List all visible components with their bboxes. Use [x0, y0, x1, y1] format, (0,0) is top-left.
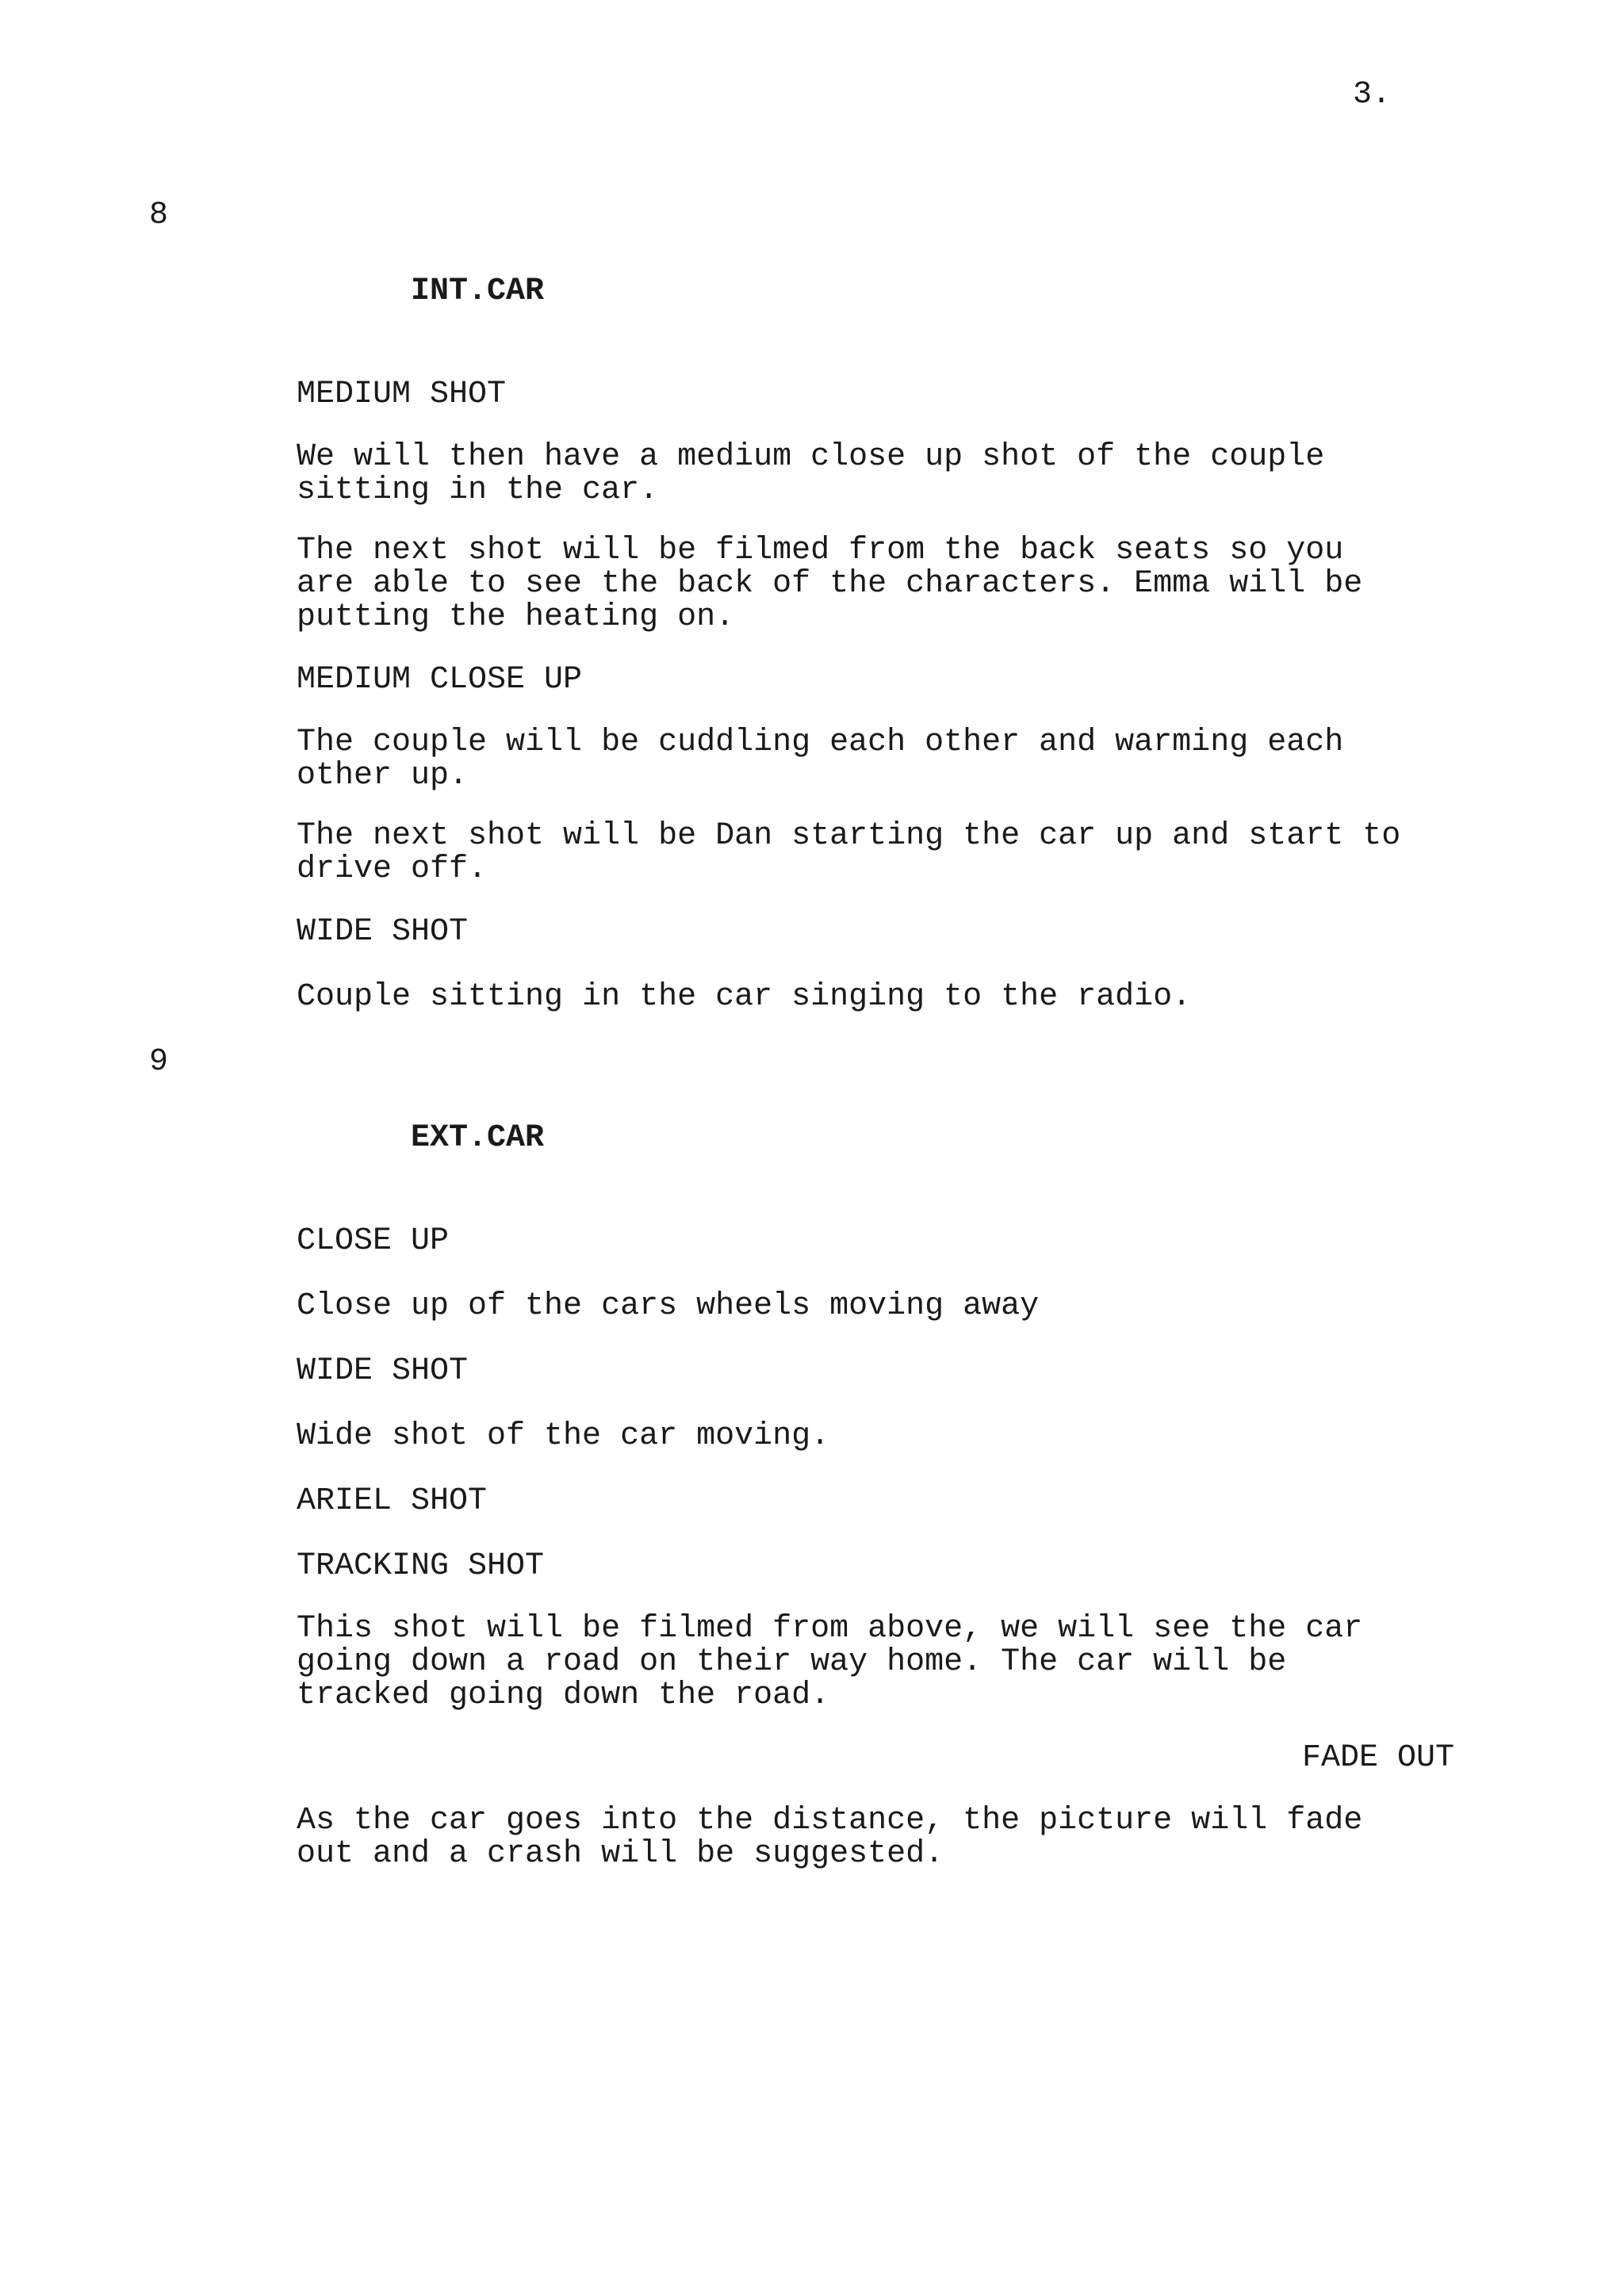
scene-heading	[149, 197, 1454, 349]
shot-label: WIDE SHOT	[297, 1353, 469, 1389]
scene-number: 9	[149, 1044, 169, 1080]
scene-heading-text: EXT.CAR	[411, 1120, 545, 1156]
script-body	[149, 197, 1454, 1898]
page-number: 3.	[1353, 77, 1392, 113]
shot-label: ARIEL SHOT	[297, 1483, 488, 1519]
action-paragraph: This shot will be filmed from above, we will see the car going down a road on their way home. The car will be tracked going down the road.	[297, 1611, 1363, 1713]
action-paragraph: As the car goes into the distance, the picture will fade out and a crash will be suggested.	[297, 1803, 1363, 1872]
action-paragraph: We will then have a medium close up shot of the couple sitting in the car.	[297, 439, 1325, 508]
scene-heading-text: INT.CAR	[411, 274, 545, 309]
shot-label: WIDE SHOT	[297, 914, 469, 950]
action-paragraph: Close up of the cars wheels moving away	[297, 1288, 1040, 1324]
shot-label: MEDIUM CLOSE UP	[297, 662, 583, 698]
action-paragraph: The next shot will be filmed from the back seats so you are able to see the back of the characters. Emma will be putting the heating on.	[297, 533, 1363, 635]
action-paragraph: Couple sitting in the car singing to the radio.	[297, 979, 1192, 1015]
action-paragraph: Wide shot of the car moving.	[297, 1418, 830, 1454]
shot-label: MEDIUM SHOT	[297, 377, 507, 412]
action-paragraph: The next shot will be Dan starting the car up and start to drive off.	[297, 818, 1401, 887]
scene-number: 8	[149, 197, 169, 233]
action-paragraph: The couple will be cuddling each other and warming each other up.	[297, 725, 1344, 794]
shot-label: CLOSE UP	[297, 1223, 450, 1259]
shot-label: TRACKING SHOT	[297, 1548, 545, 1584]
transition-fade-out: FADE OUT	[1301, 1740, 1454, 1776]
scene-heading	[149, 1043, 1454, 1196]
